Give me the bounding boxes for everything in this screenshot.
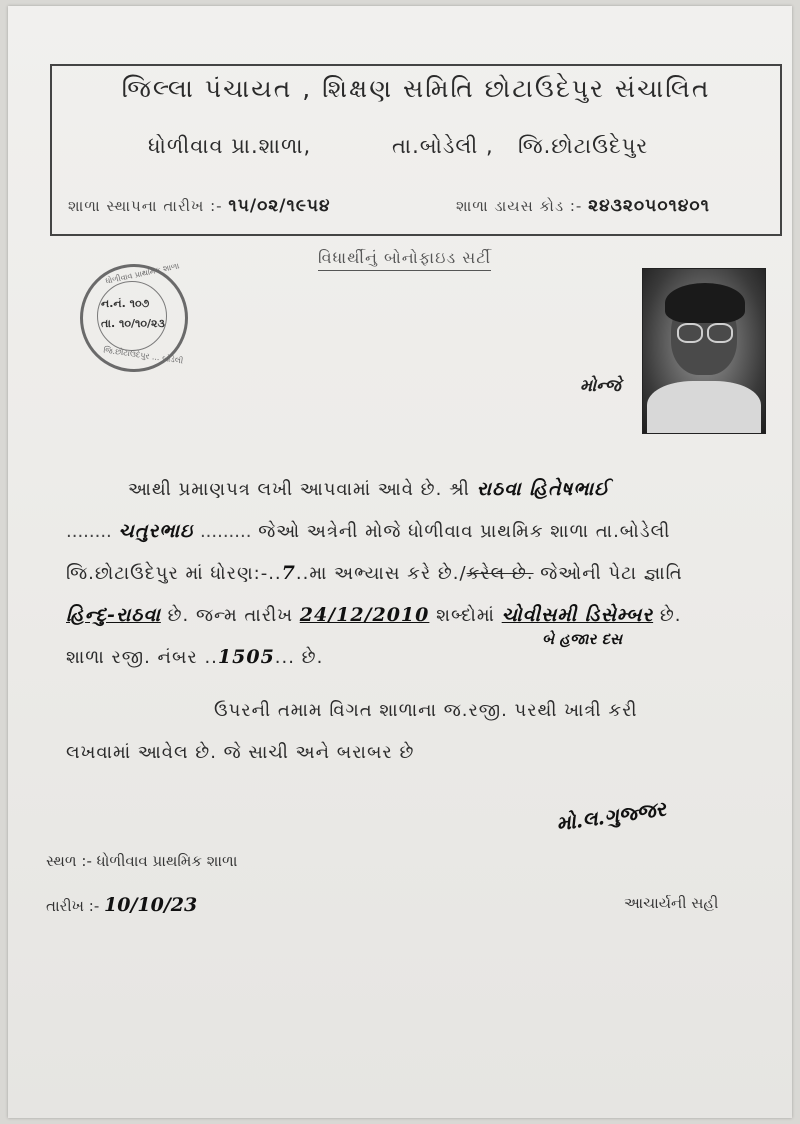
header-school-name: ધોળીવાવ પ્રા.શાળા, (148, 134, 312, 158)
established-date (68, 196, 331, 216)
body-line-2 (66, 520, 670, 542)
photo-hair (665, 283, 745, 323)
student-standard: 7 (281, 562, 296, 584)
stamp-inner-ring (97, 281, 167, 351)
body-line-5 (66, 646, 323, 668)
body-line-3-text-c: જેઓની પેટા જ્ઞાતિ (533, 563, 683, 584)
certificate-title: વિધાર્થીનું બોનોફાઇડ સર્ટી (318, 248, 491, 271)
student-photo (642, 268, 766, 434)
dise-value: ૨૪૩૨૦૫૦૧૪૦૧ (588, 196, 710, 216)
body-line-5-text-b: ... છે. (274, 647, 324, 668)
place-label: સ્થળ :- ધોળીવાવ પ્રાથમિક શાળા (46, 852, 238, 870)
body-line-2-dots: ........ (66, 521, 112, 542)
photo-glasses-left (677, 323, 703, 343)
struck-text: કરેલ છે. (466, 563, 534, 584)
body-line-4-text-c: છે. (653, 605, 682, 626)
principal-signature: મો.લ.ગુજ્જર (554, 796, 668, 836)
body-line-3 (66, 562, 683, 584)
verification-line-2: લખવામાં આવેલ છે. જે સાચી અને બરાબર છે (66, 742, 415, 763)
established-label: શાળા સ્થાપના તારીખ :- (68, 197, 223, 215)
established-value: ૧૫/૦૨/૧૯૫૪ (228, 196, 331, 216)
student-caste: હિન્દુ-રાઠવા (66, 604, 161, 626)
stamp-number: ન.નં. ૧૦૭ (101, 297, 150, 310)
header-district: જિ.છોટાઉદેપુર (518, 134, 649, 158)
body-line-3-text-b: ..મા અભ્યાસ કરે છે./ (295, 563, 467, 584)
date-label: તારીખ :- (46, 897, 100, 915)
birth-date: 24/12/2010 (299, 604, 430, 626)
header-taluka: તા.બોડેલી , (392, 134, 494, 158)
header-box (50, 64, 782, 236)
photo-shirt (647, 381, 761, 434)
school-register-number: 1505 (217, 646, 275, 668)
stamp-date: તા. ૧૦/૧૦/૨૩ (101, 317, 165, 330)
photo-glasses-right (707, 323, 733, 343)
body-line-4-text-b: શબ્દોમાં (429, 605, 502, 626)
date-value: 10/10/23 (104, 894, 198, 916)
student-name: રાઠવા હિતેષભાઈ (476, 478, 610, 500)
date-row (46, 894, 197, 916)
body-line-1-text: આથી પ્રમાણપત્ર લખી આપવામાં આવે છે. શ્રી (128, 479, 470, 500)
stamp-ring-top-text: ધોળીવાવ પ્રાથમિક શાળા (104, 261, 181, 286)
body-line-2-dots2: ......... (199, 521, 252, 542)
body-line-4-text-a: છે. જન્મ તારીખ (160, 605, 300, 626)
body-line-1 (128, 478, 610, 500)
body-line-5-text-a: શાળા રજી. નંબર .. (66, 647, 218, 668)
photo-attest-signature: મોન્જે (580, 376, 621, 396)
verification-line-1: ઉપરની તમામ વિગત શાળાના જ.રજી. પરથી ખાત્રી કરી (214, 700, 638, 721)
header-line-authority: જિલ્લા પંચાયત , શિક્ષણ સમિતિ છોટાઉદેપુર સંચાલિત (121, 74, 711, 103)
father-name: ચતુરભાઇ (118, 520, 194, 542)
body-line-4 (66, 604, 681, 626)
principal-signature-label: આચાર્યની સહી (624, 894, 719, 912)
certificate-paper (8, 6, 792, 1118)
dise-label: શાળા ડાયસ કોડ :- (456, 197, 583, 215)
birth-date-words: ચોવીસમી ડિસેમ્બર (501, 604, 654, 626)
birth-date-words-year: બે હજાર દસ (542, 630, 622, 648)
stamp-ring-bottom-text: જિ.છોટાઉદેપુર ... બોડેલી (102, 345, 184, 366)
body-line-2-text: જેઓ અત્રેની મોજે ધોળીવાવ પ્રાથમિક શાળા તા.બોડેલી (258, 521, 671, 542)
body-line-3-text-a: જિ.છોટાઉદેપુર માં ધોરણ:-.. (66, 563, 282, 584)
dise-code (456, 196, 710, 216)
school-stamp (80, 261, 188, 372)
